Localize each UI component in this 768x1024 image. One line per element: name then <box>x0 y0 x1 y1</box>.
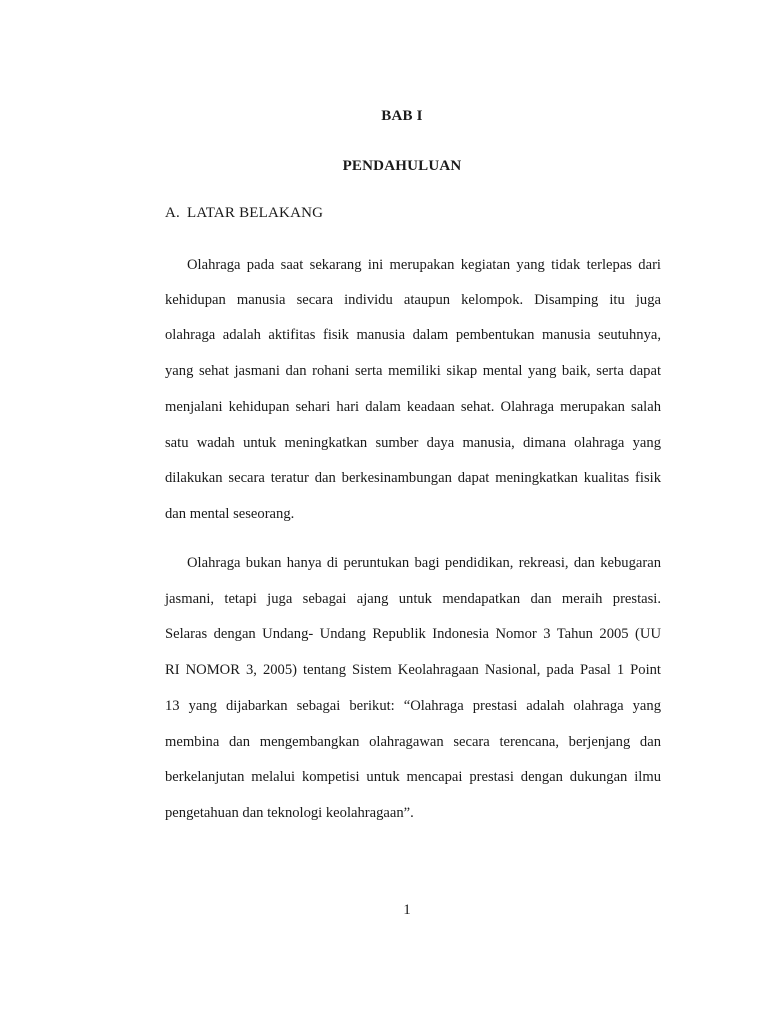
paragraph-line: dan mental seseorang. <box>165 506 295 522</box>
paragraph-line: membina dan mengembangkan olahragawan secara terencana, berjenjang dan <box>165 734 661 750</box>
section-title: LATAR BELAKANG <box>187 205 324 221</box>
paragraph-line: Selaras dengan Undang- Undang Republik Indonesia Nomor 3 Tahun 2005 (UU <box>165 626 661 642</box>
paragraph-line: berkelanjutan melalui kompetisi untuk mencapai prestasi dengan dukungan ilmu <box>165 769 661 785</box>
section-number: A. <box>165 205 180 221</box>
section-heading <box>165 205 323 222</box>
paragraph-line: kehidupan manusia secara individu ataupun kelompok. Disamping itu juga <box>165 292 661 308</box>
chapter-title: PENDAHULUAN <box>342 158 462 174</box>
paragraph-line: yang sehat jasmani dan rohani serta memiliki sikap mental yang baik, serta dapat <box>165 363 661 379</box>
paragraph-line: dilakukan secara teratur dan berkesinambungan dapat meningkatkan kualitas fisik <box>165 470 661 486</box>
paragraph-line: pengetahuan dan teknologi keolahragaan”. <box>165 805 414 821</box>
paragraph-line: Olahraga bukan hanya di peruntukan bagi pendidikan, rekreasi, dan kebugaran <box>187 555 661 571</box>
paragraph-line: Olahraga pada saat sekarang ini merupakan kegiatan yang tidak terlepas dari <box>187 257 661 273</box>
paragraph-line: olahraga adalah aktifitas fisik manusia dalam pembentukan manusia seutuhnya, <box>165 327 661 343</box>
chapter-label: BAB I <box>381 108 423 124</box>
paragraph-line: 13 yang dijabarkan sebagai berikut: “Olahraga prestasi adalah olahraga yang <box>165 698 661 714</box>
paragraph-line: RI NOMOR 3, 2005) tentang Sistem Keolahragaan Nasional, pada Pasal 1 Point <box>165 662 661 678</box>
paragraph-line: menjalani kehidupan sehari hari dalam keadaan sehat. Olahraga merupakan salah <box>165 399 661 415</box>
page-number: 1 <box>403 902 411 918</box>
paragraph-line: satu wadah untuk meningkatkan sumber daya manusia, dimana olahraga yang <box>165 435 661 451</box>
paragraph-line: jasmani, tetapi juga sebagai ajang untuk mendapatkan dan meraih prestasi. <box>165 591 661 607</box>
